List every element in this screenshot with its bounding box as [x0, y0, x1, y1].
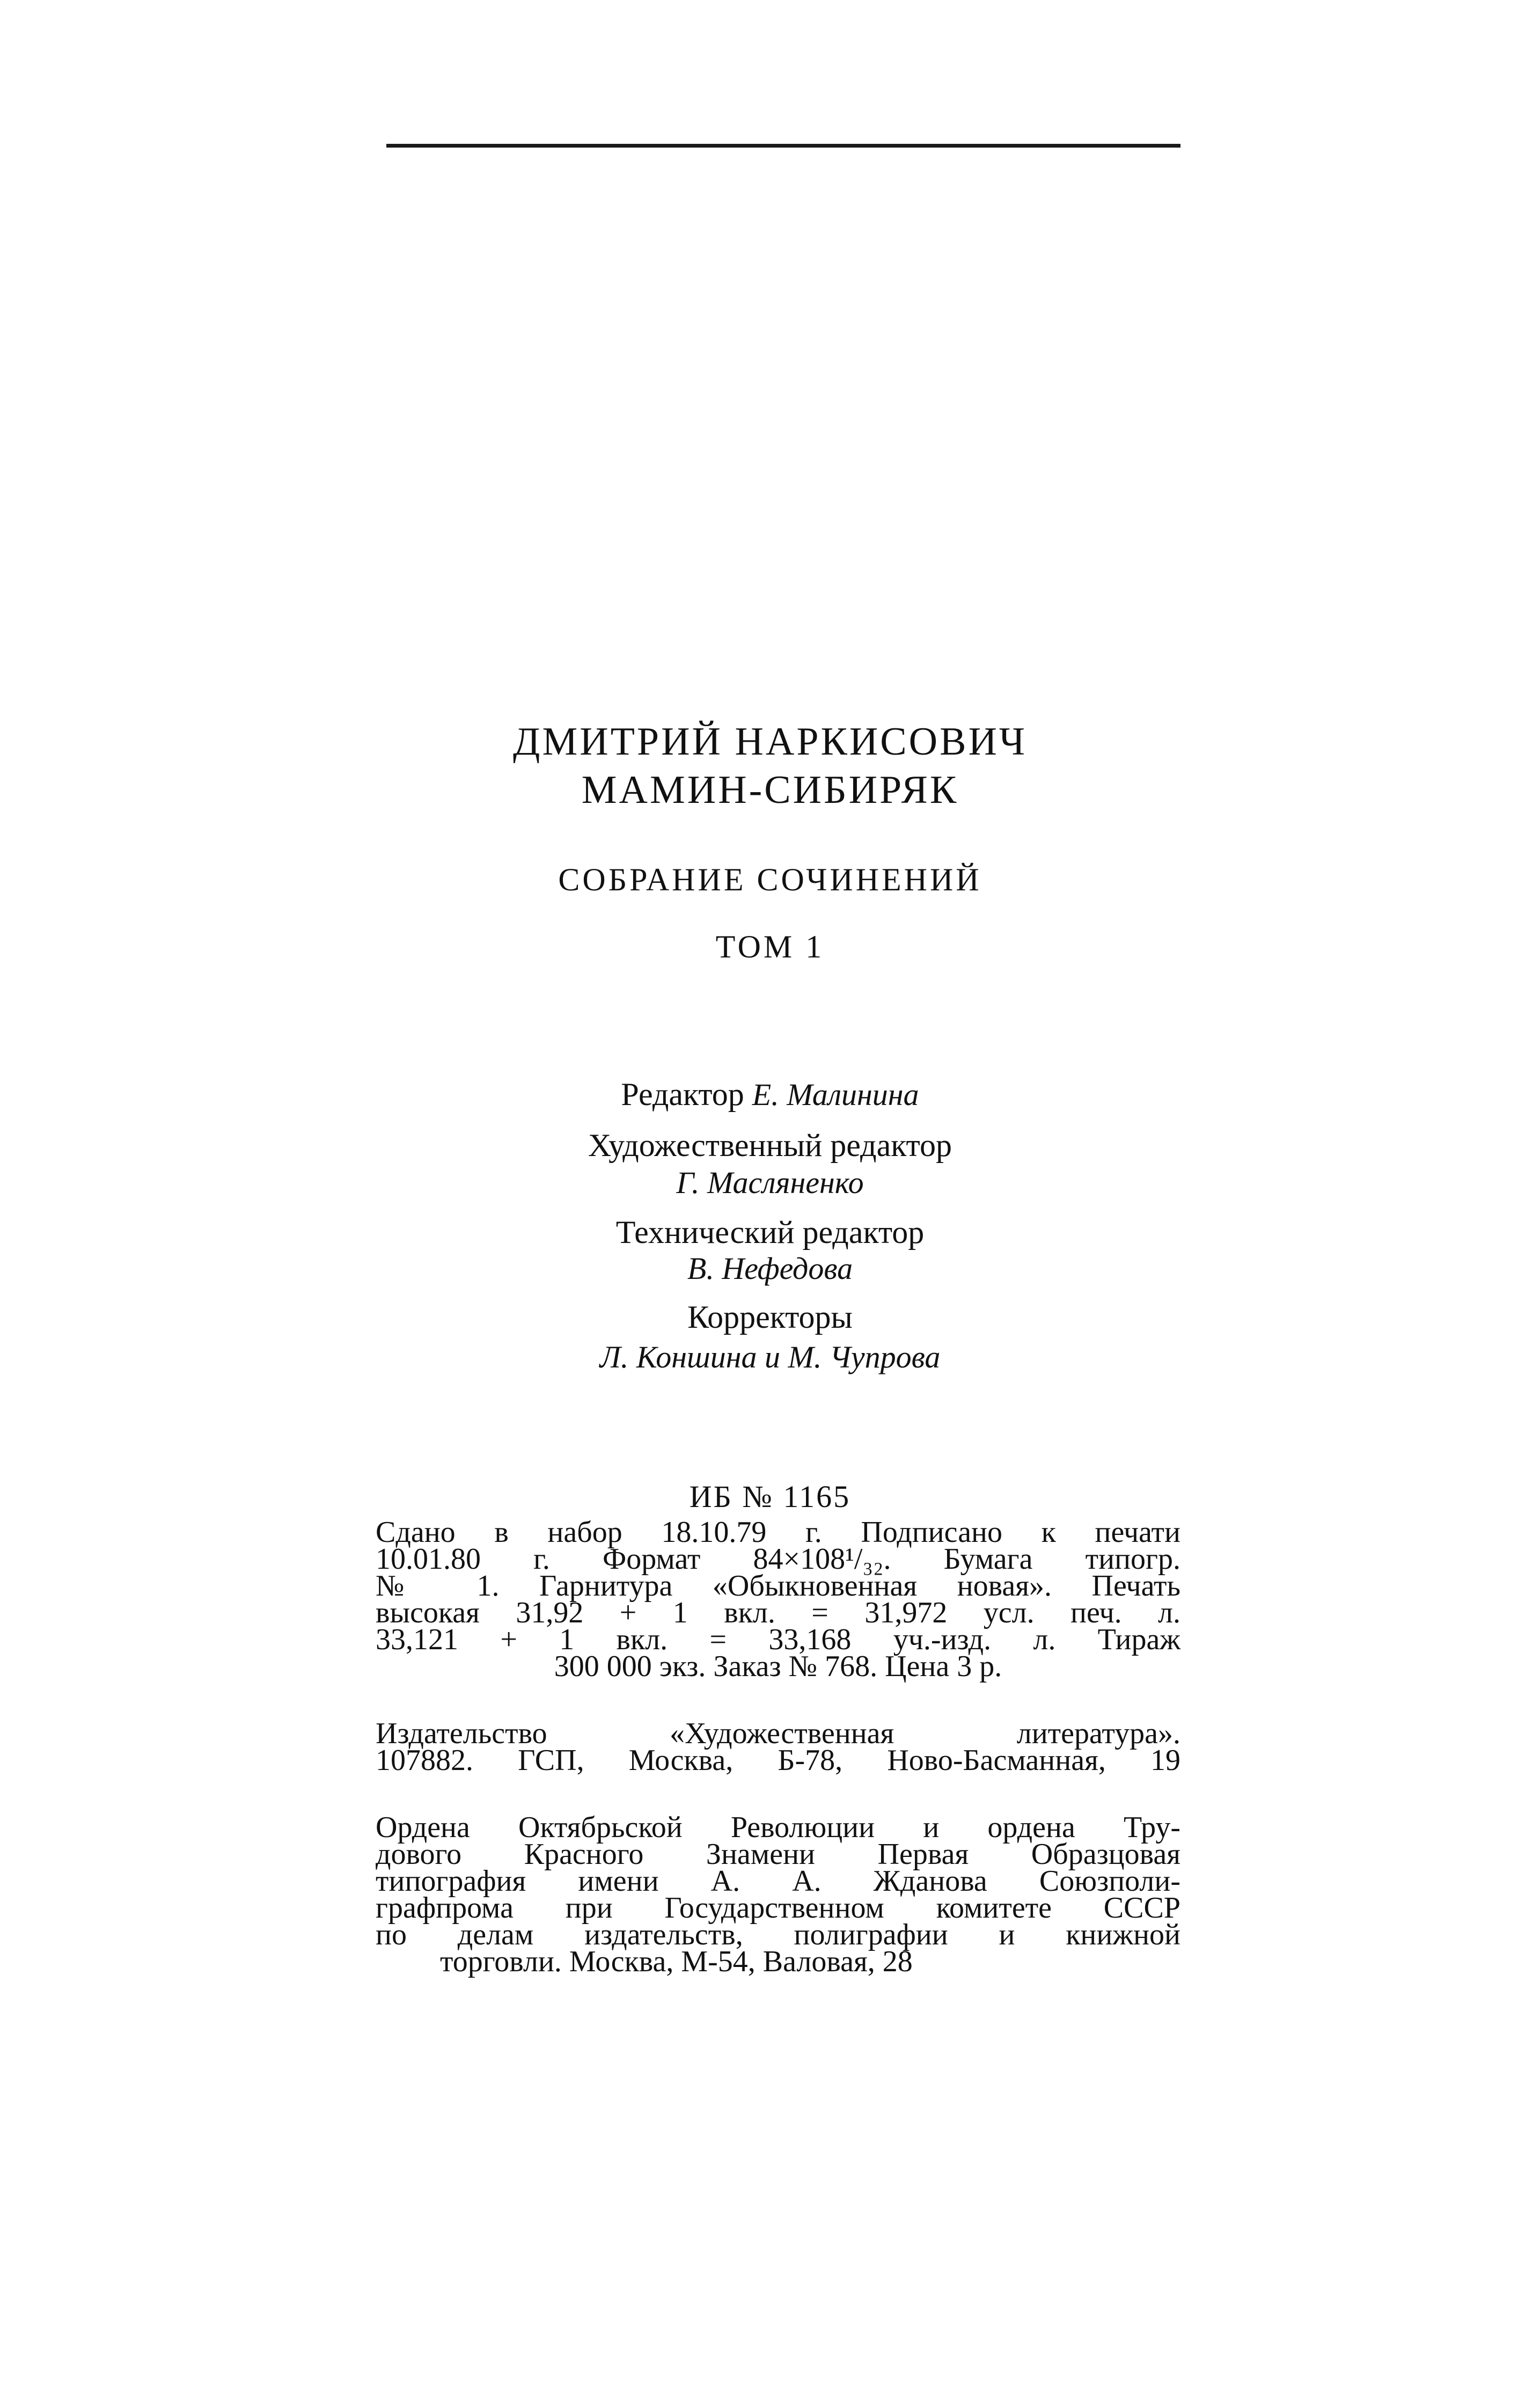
print-details-line: Сдано в набор 18.10.79 г. Подписано к печати: [376, 1516, 1180, 1549]
printer-line: графпрома при Государственном комитете СССР: [376, 1891, 1180, 1925]
credit-role-art-editor: Художественный редактор: [588, 1128, 952, 1163]
top-rule: [386, 144, 1180, 148]
printer-line: дового Красного Знамени Первая Образцовая: [376, 1838, 1180, 1871]
print-details: [376, 1516, 1180, 1683]
author-first-names: ДМИТРИЙ НАРКИСОВИЧ: [513, 720, 1027, 764]
print-details-line: высокая 31,92 + 1 вкл. = 31,972 усл. печ. л.: [376, 1596, 1180, 1629]
credit-role-tech-editor: Технический редактор: [615, 1215, 925, 1250]
ib-number: ИБ № 1165: [689, 1479, 851, 1514]
printer-line: типография имени А. А. Жданова Союзполи-: [376, 1864, 1180, 1898]
publisher-line: 107882. ГСП, Москва, Б-78, Ново-Басманная, 19: [376, 1744, 1180, 1777]
print-details-line: 300 000 экз. Заказ № 768. Цена 3 р.: [554, 1650, 1002, 1683]
credit-role-editor: [0, 1076, 1540, 1113]
credit-name-art-editor: Г. Масляненко: [676, 1165, 864, 1200]
editor-name: Е. Малинина: [752, 1077, 919, 1112]
printer-line: Ордена Октябрьской Революции и ордена Тру-: [376, 1811, 1180, 1844]
publisher-block: [376, 1717, 1180, 1777]
printer-line: торговли. Москва, М-54, Валовая, 28: [440, 1945, 913, 1978]
credit-name-proofreaders: Л. Коншина и М. Чупрова: [599, 1340, 941, 1374]
collection-title: СОБРАНИЕ СОЧИНЕНИЙ: [558, 862, 982, 897]
volume-number: ТОМ 1: [715, 929, 825, 964]
print-details-line: 33,121 + 1 вкл. = 33,168 уч.-изд. л. Тираж: [376, 1623, 1180, 1656]
print-details-line: № 1. Гарнитура «Обыкновенная новая». Печать: [376, 1569, 1180, 1603]
editor-role: Редактор: [621, 1077, 744, 1112]
credit-role-proofreaders: Корректоры: [687, 1299, 853, 1335]
author-surname: МАМИН-СИБИРЯК: [581, 768, 959, 812]
printer-line: по делам издательств, полиграфии и книжной: [376, 1918, 1180, 1951]
credit-name-tech-editor: В. Нефедова: [687, 1251, 853, 1286]
printer-block: [376, 1811, 1180, 1978]
print-details-line: 10.01.80 г. Формат 84×108¹/₃₂. Бумага типогр.: [376, 1542, 1180, 1576]
publisher-line: Издательство «Художественная литература».: [376, 1717, 1180, 1750]
